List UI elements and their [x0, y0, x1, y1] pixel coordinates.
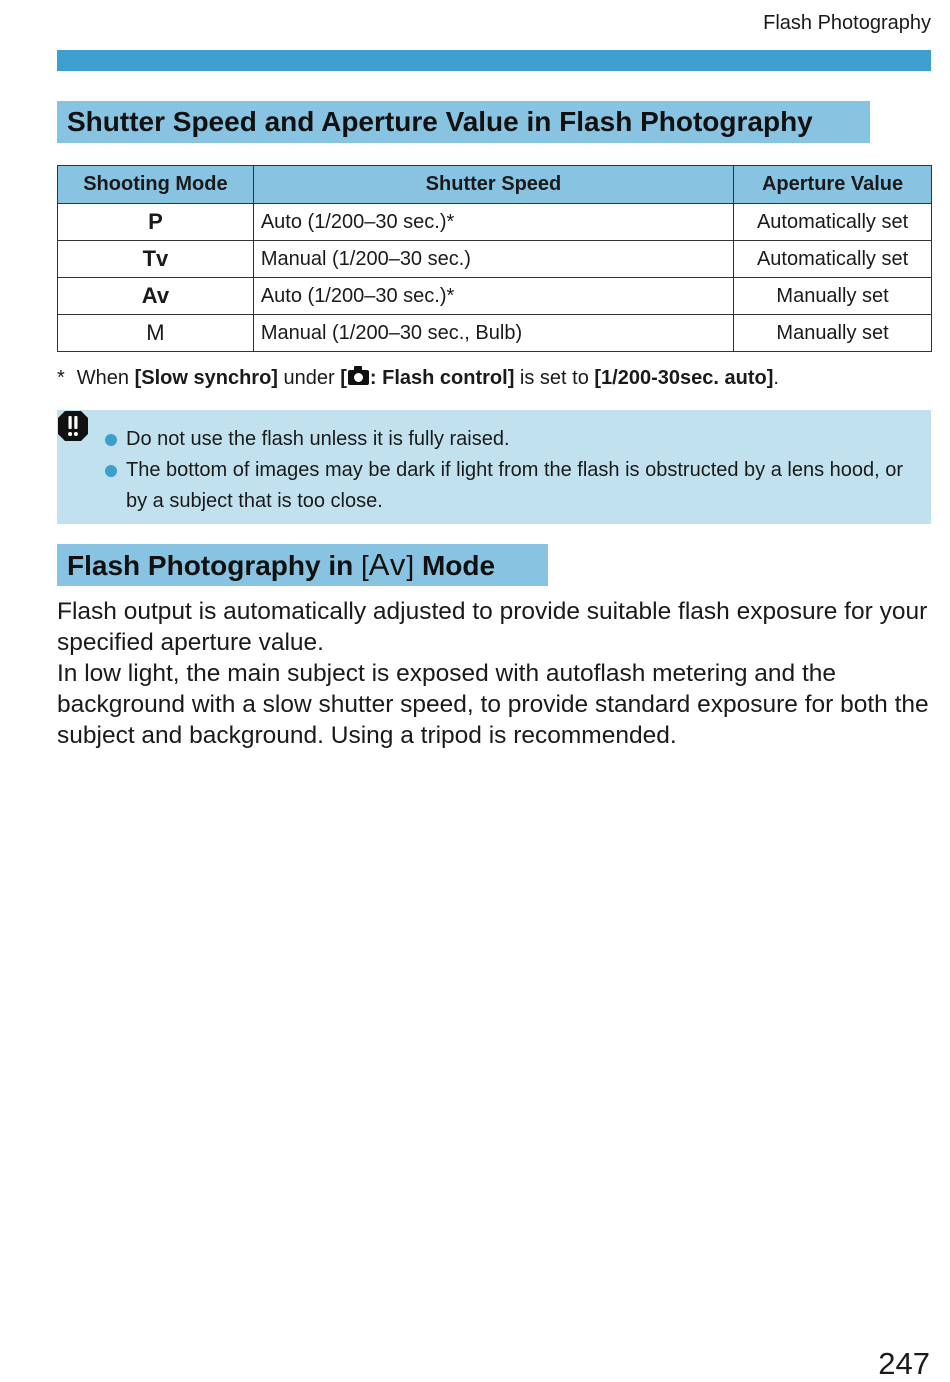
body-text	[57, 596, 937, 751]
footnote-term-flash-control: : Flash control]	[369, 367, 515, 389]
caution-item: Do not use the flash unless it is fully raised.	[103, 424, 918, 455]
mode-cell: P	[58, 204, 254, 241]
aperture-cell: Manually set	[734, 278, 932, 315]
table-row	[58, 278, 932, 315]
column-header-speed: Shutter Speed	[253, 166, 733, 204]
mode-cell: Tv	[58, 241, 254, 278]
header-accent-bar	[57, 50, 931, 71]
column-header-aperture: Aperture Value	[734, 166, 932, 204]
aperture-cell: Automatically set	[734, 204, 932, 241]
running-header: Flash Photography	[763, 12, 931, 34]
aperture-cell: Manually set	[734, 315, 932, 352]
table-row	[58, 241, 932, 278]
table-footnote	[57, 367, 937, 390]
table-row	[58, 204, 932, 241]
caution-box	[57, 410, 931, 524]
section-heading-shutter-aperture: Shutter Speed and Aperture Value in Flash Photography	[57, 101, 870, 143]
footnote-term-slow-synchro: [Slow synchro]	[134, 367, 278, 389]
shutter-speed-cell: Auto (1/200–30 sec.)*	[253, 278, 733, 315]
shutter-speed-cell: Manual (1/200–30 sec.)	[253, 241, 733, 278]
footnote-text: under	[277, 367, 341, 389]
heading-text: Flash Photography in	[67, 550, 362, 581]
footnote-term-setting: [1/200-30sec. auto]	[594, 367, 774, 389]
footnote-text: is set to	[514, 367, 595, 389]
mode-cell: M	[58, 315, 254, 352]
paragraph: In low light, the main subject is exposed with autoflash metering and the background with a slow shutter speed, to provide standard exposure for both the subject and background. Using a tripod is recommended.	[57, 660, 929, 749]
caution-item: The bottom of images may be dark if light from the flash is obstructed by a lens hood, or by a subject that is too close.	[103, 455, 918, 517]
caution-list	[103, 424, 918, 517]
caution-icon	[57, 410, 89, 442]
camera-icon	[348, 370, 369, 385]
footnote-term-flash-control-open: [	[340, 367, 347, 389]
table-header-row	[58, 166, 932, 204]
footnote-text: When	[76, 367, 135, 389]
footnote-text: .	[773, 367, 779, 389]
section-heading-av-mode	[57, 544, 548, 586]
shutter-speed-cell: Manual (1/200–30 sec., Bulb)	[253, 315, 733, 352]
shooting-mode-table	[57, 165, 932, 352]
heading-bracket: [	[361, 550, 369, 581]
column-header-mode: Shooting Mode	[58, 166, 254, 204]
av-mode-label: Av	[368, 547, 407, 582]
mode-cell: Av	[58, 278, 254, 315]
paragraph: Flash output is automatically adjusted to provide suitable flash exposure for your specified aperture value.	[57, 598, 928, 656]
shutter-speed-cell: Auto (1/200–30 sec.)*	[253, 204, 733, 241]
heading-text: Mode	[414, 550, 496, 581]
page-number: 247	[878, 1346, 930, 1381]
table-row	[58, 315, 932, 352]
aperture-cell: Automatically set	[734, 241, 932, 278]
footnote-marker: *	[57, 367, 65, 389]
heading-bracket: ]	[406, 550, 415, 581]
